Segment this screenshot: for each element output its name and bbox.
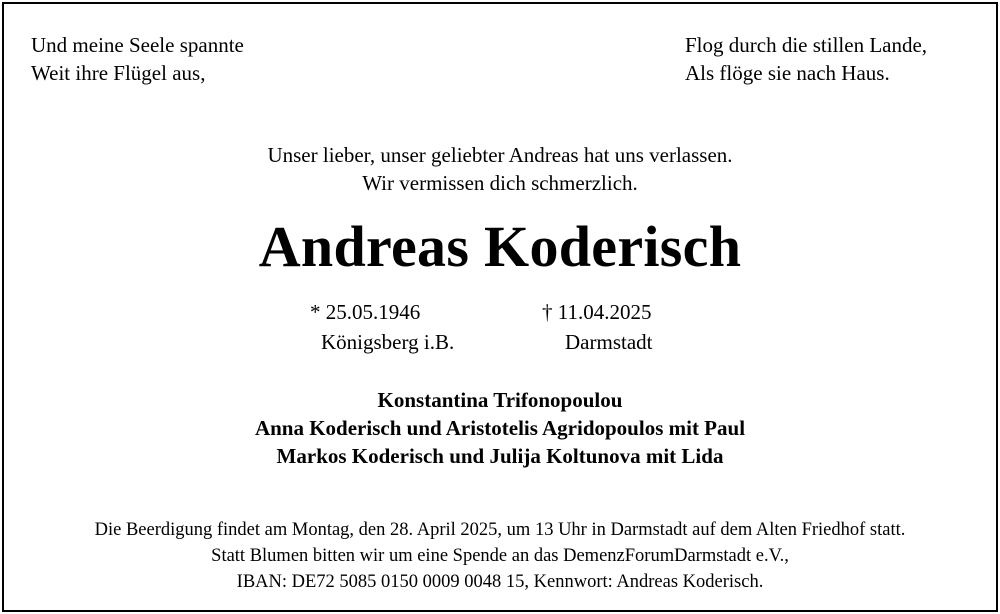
funeral-line: Die Beerdigung findet am Montag, den 28. April 2025, um 13 Uhr in Darmstadt auf dem Alten Friedhof statt.	[94, 520, 906, 540]
poem-left-verse	[31, 31, 244, 87]
obituary-notice	[2, 2, 998, 612]
birth-place: Königsberg i.B.	[321, 330, 455, 354]
mourner-line: Markos Koderisch und Julija Koltunova mit Lida	[276, 444, 724, 468]
poem-line: Weit ihre Flügel aus,	[31, 61, 206, 85]
funeral-details	[4, 517, 996, 595]
poem-line: Flog durch die stillen Lande,	[685, 33, 928, 57]
death-date: † 11.04.2025	[542, 300, 652, 324]
mourner-line: Anna Koderisch und Aristotelis Agridopoulos mit Paul	[254, 416, 746, 440]
poem-line: Als flöge sie nach Haus.	[685, 61, 890, 85]
birth-info	[310, 297, 454, 357]
intro-line: Wir vermissen dich schmerzlich.	[362, 171, 638, 195]
poem-line: Und meine Seele spannte	[31, 33, 244, 57]
intro-text	[4, 141, 996, 197]
deceased-name: Andreas Koderisch	[258, 214, 742, 279]
birth-date: * 25.05.1946	[310, 300, 421, 324]
funeral-line: IBAN: DE72 5085 0150 0009 0048 15, Kennwort: Andreas Koderisch.	[236, 572, 764, 592]
mourner-line: Konstantina Trifonopoulou	[377, 388, 623, 412]
poem-right-verse	[685, 31, 927, 87]
death-info	[542, 297, 652, 357]
death-place: Darmstadt	[565, 330, 653, 354]
intro-line: Unser lieber, unser geliebter Andreas hat uns verlassen.	[267, 143, 733, 167]
mourners-list	[4, 386, 996, 470]
funeral-line: Statt Blumen bitten wir um eine Spende an das DemenzForumDarmstadt e.V.,	[211, 546, 789, 566]
